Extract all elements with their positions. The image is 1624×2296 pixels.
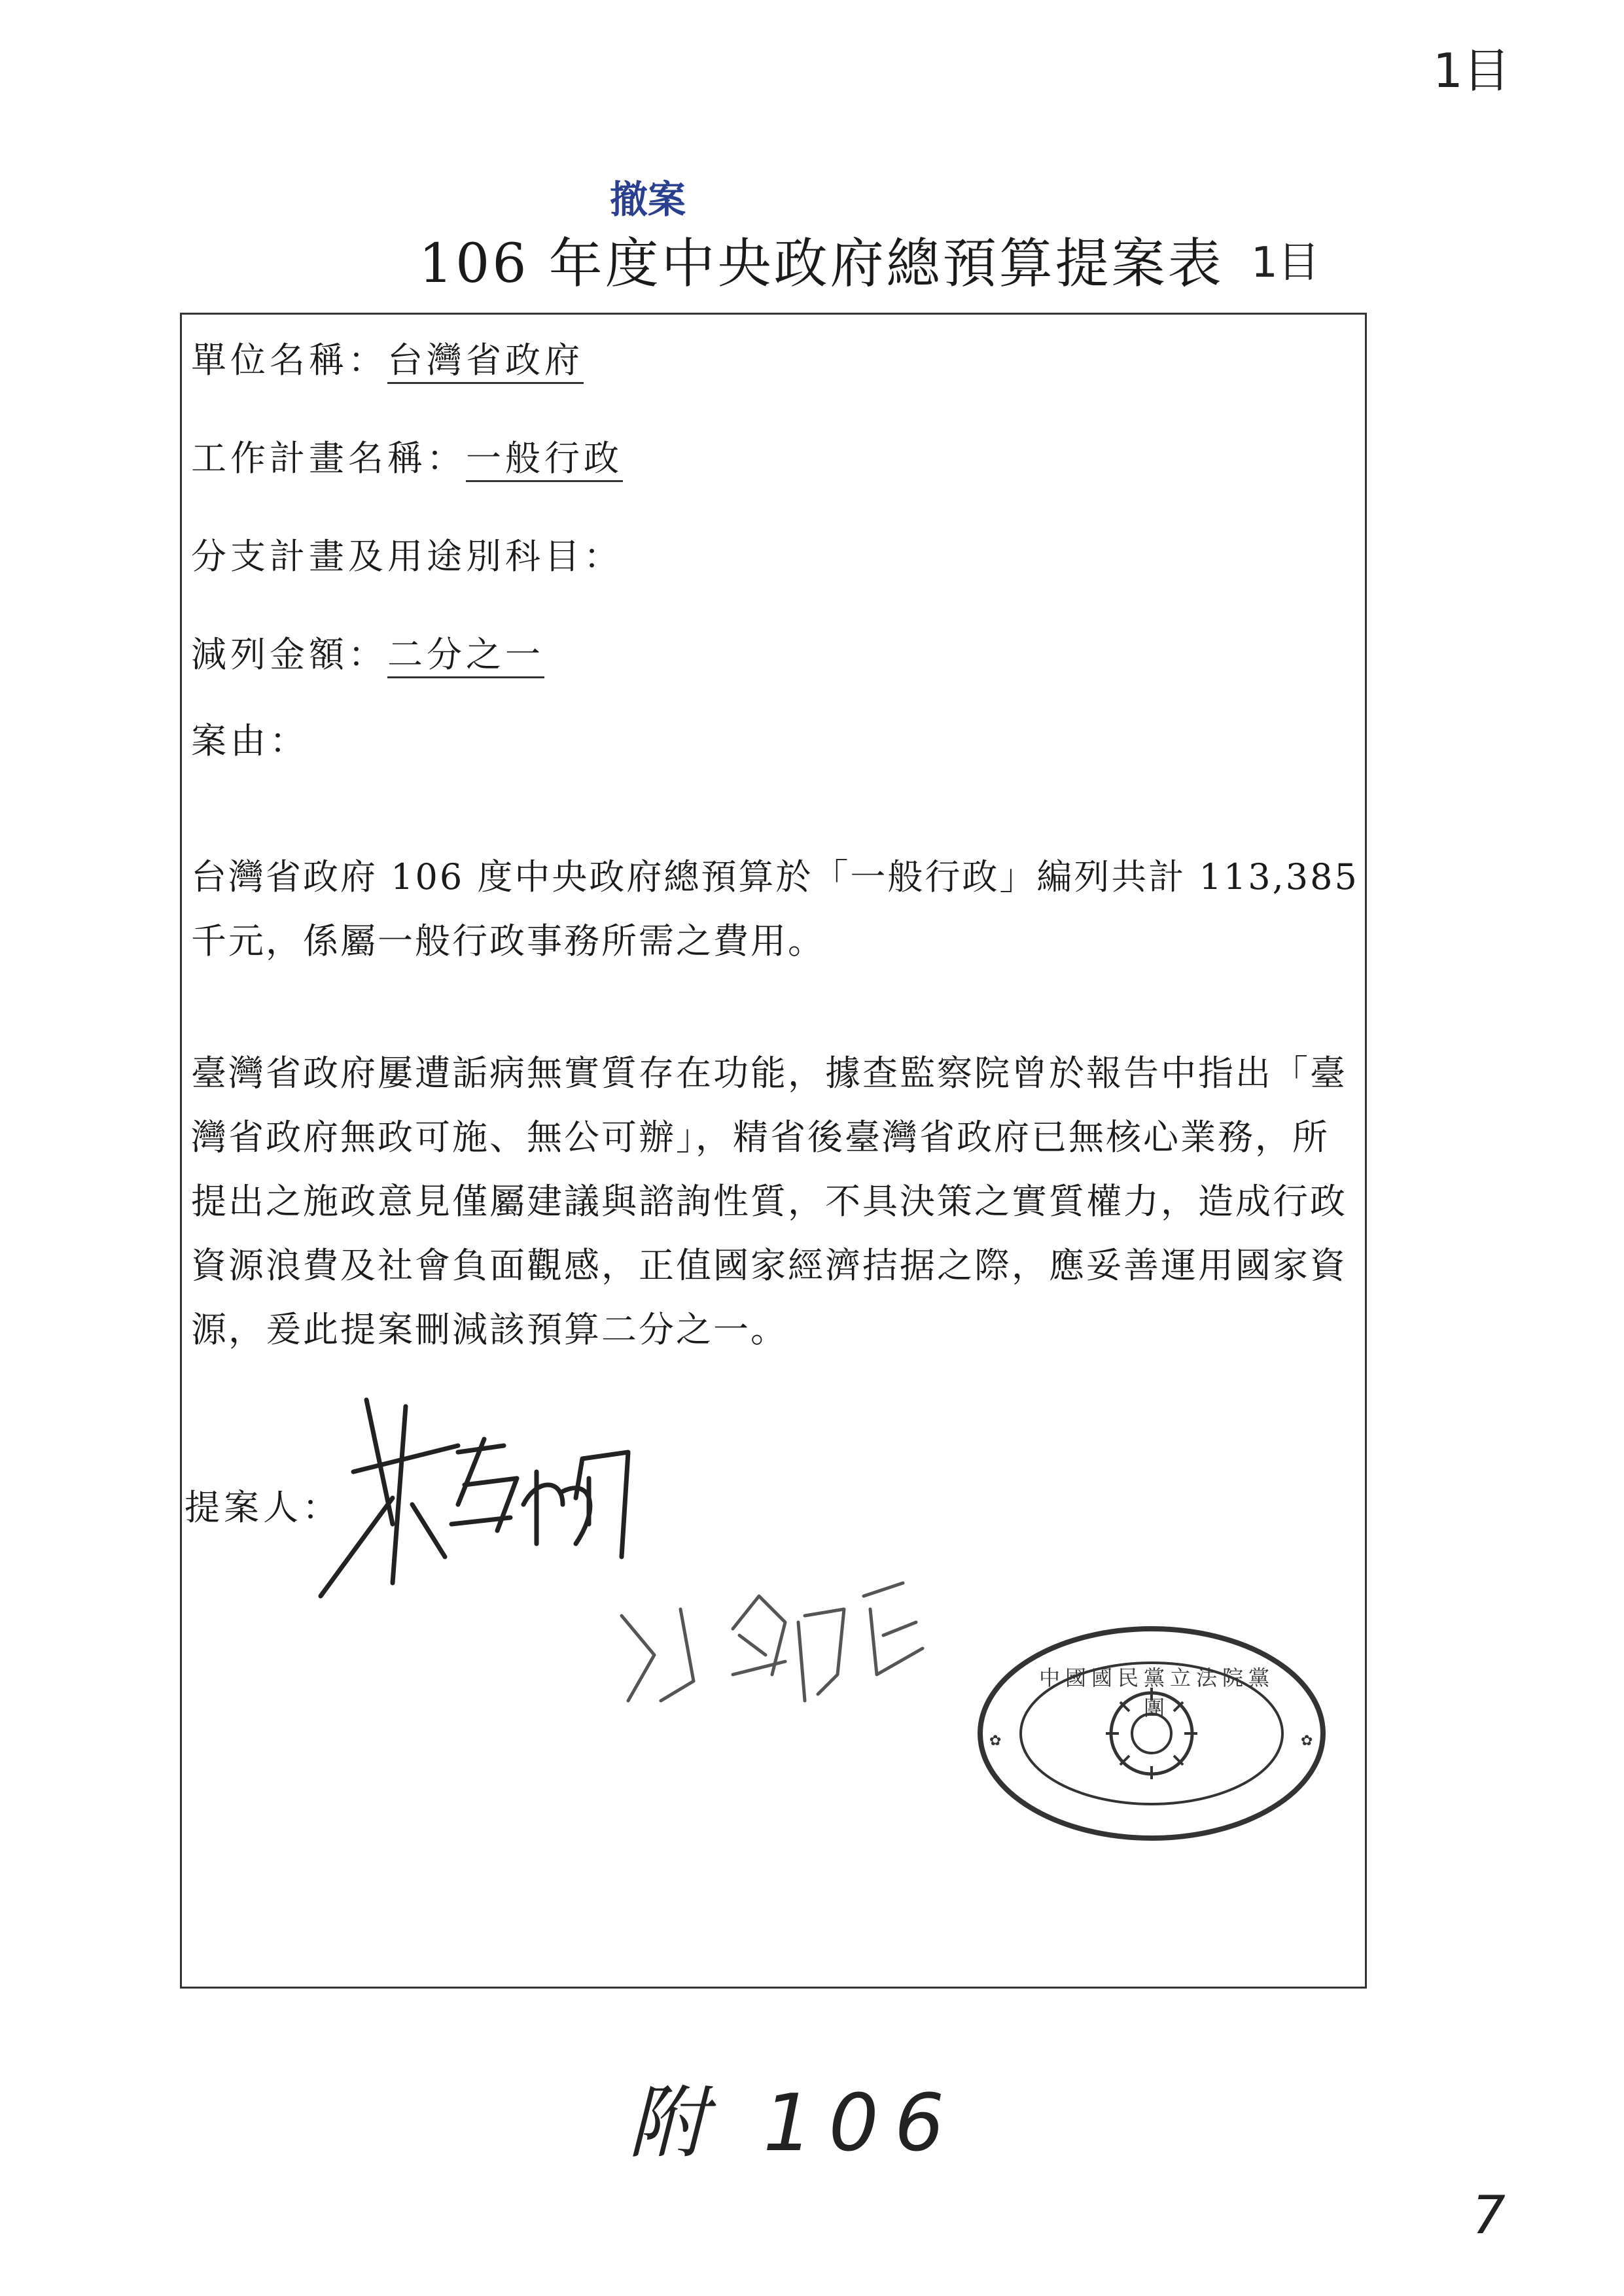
reason-paragraph-2: 臺灣省政府屢遭詬病無實質存在功能，據查監察院曾於報告中指出「臺 灣省政府無政可施、無公可辦」，精省後臺灣省政府已無核心業務，所 提出之施政意見僅屬建議與諮詢性質，不具決策之實質權力，造成行政 資源浪費及社會負面觀感，正值國家經濟拮据之際，應妥善運用國家資 源，爰此提案刪減該預算二分之一。 — [191, 1052, 1347, 1350]
corner-note: 1目 — [1433, 43, 1510, 98]
subplan-field: 分支計畫及用途別科目： — [191, 536, 623, 577]
svg-text:✿: ✿ — [989, 1733, 1002, 1749]
title-note: 1目 — [1251, 239, 1320, 287]
reason-paragraph-1: 台灣省政府 106 度中央政府總預算於「一般行政」編列共計 113,385 千元，係屬一般行政事務所需之費用。 — [191, 856, 1359, 962]
reduction-value: 二分之一 — [387, 634, 544, 678]
plan-field: 工作計畫名稱：一般行政 — [191, 430, 623, 481]
attachment-note: 附 106 — [628, 2078, 961, 2169]
unit-value: 台灣省政府 — [387, 339, 584, 384]
plan-value: 一般行政 — [466, 438, 623, 482]
page-title: 106 年度中央政府總預算提案表 — [419, 233, 1224, 295]
party-seal-text: 中國國民黨立法院黨團 — [1038, 1665, 1275, 1720]
svg-text:✿: ✿ — [1301, 1733, 1313, 1749]
proposer-label: 提案人： — [185, 1487, 342, 1528]
unit-field: 單位名稱：台灣省政府 — [191, 332, 584, 383]
reason-field: 案由： — [191, 720, 309, 761]
page-number: 7 — [1472, 2185, 1506, 2246]
withdrawn-stamp: 撤案 — [610, 177, 686, 222]
reduction-field: 減列金額：二分之一 — [191, 627, 544, 677]
